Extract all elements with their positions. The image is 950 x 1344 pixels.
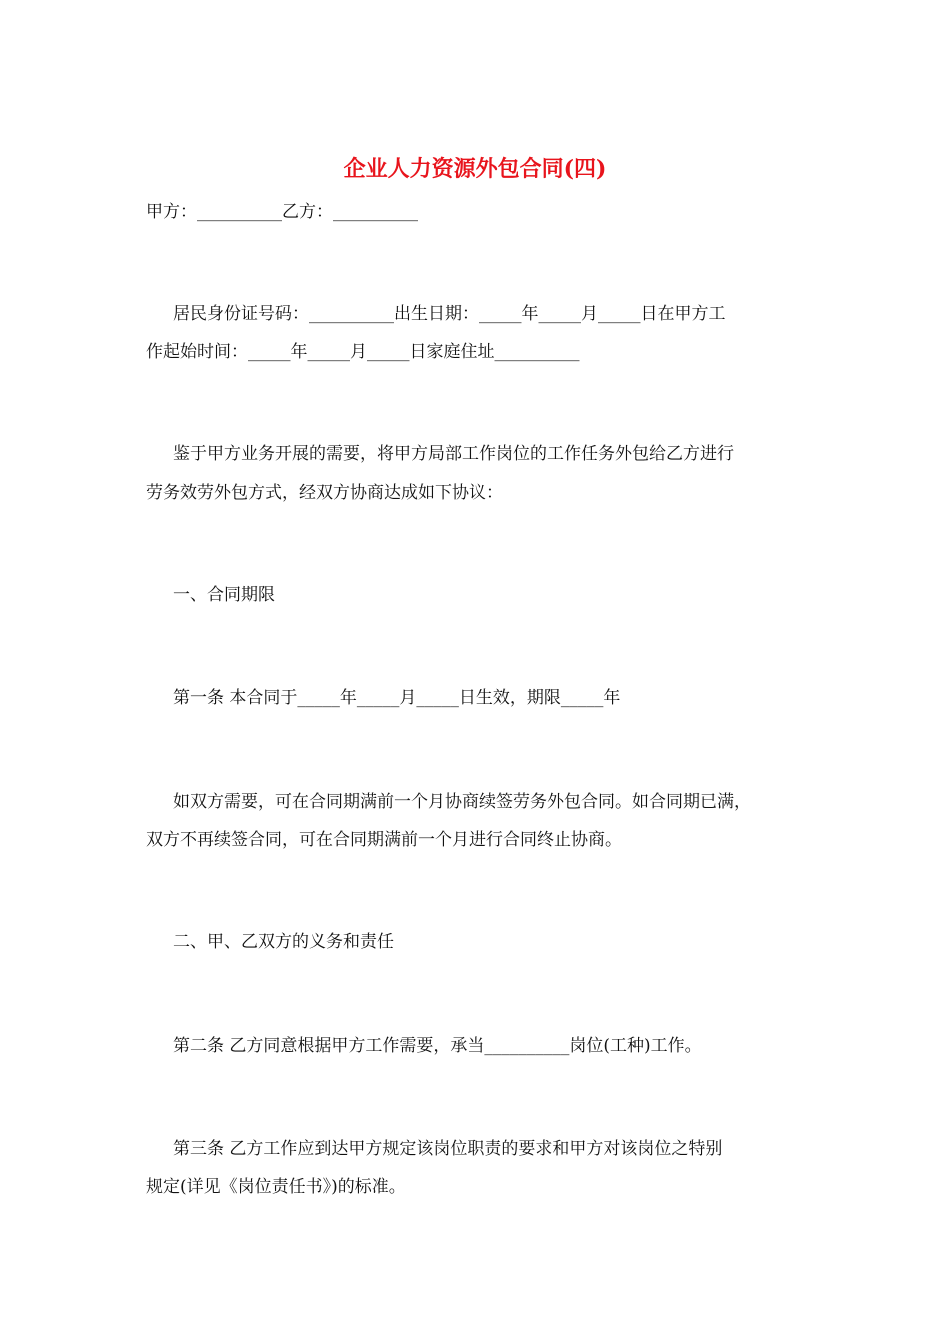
intro-line-1: 鉴于甲方业务开展的需要，将甲方局部工作岗位的工作任务外包给乙方进行 (173, 444, 734, 464)
renewal-line-1: 如双方需要，可在合同期满前一个月协商续签劳务外包合同。如合同期已满， (173, 792, 751, 812)
article-2: 第二条 乙方同意根据甲方工作需要，承当__________岗位(工种)工作。 (173, 1036, 702, 1056)
id-line-1: 居民身份证号码：__________出生日期：_____年_____月_____日在甲方工 (173, 304, 726, 324)
article-3-line-2: 规定(详见《岗位责任书》)的标准。 (146, 1177, 406, 1197)
intro-line-2: 劳务效劳外包方式，经双方协商达成如下协议： (146, 483, 503, 503)
article-3-line-1: 第三条 乙方工作应到达甲方规定该岗位职责的要求和甲方对该岗位之特别 (173, 1139, 723, 1159)
article-1: 第一条 本合同于_____年_____月_____日生效，期限_____年 (173, 688, 621, 708)
section-heading-1: 一、合同期限 (173, 585, 275, 605)
parties-line: 甲方：__________乙方：__________ (146, 202, 418, 222)
section-heading-2: 二、甲、乙双方的义务和责任 (173, 932, 394, 952)
document-title: 企业人力资源外包合同(四) (343, 156, 607, 182)
id-line-2: 作起始时间：_____年_____月_____日家庭住址__________ (146, 342, 580, 362)
renewal-line-2: 双方不再续签合同，可在合同期满前一个月进行合同终止协商。 (146, 830, 622, 850)
